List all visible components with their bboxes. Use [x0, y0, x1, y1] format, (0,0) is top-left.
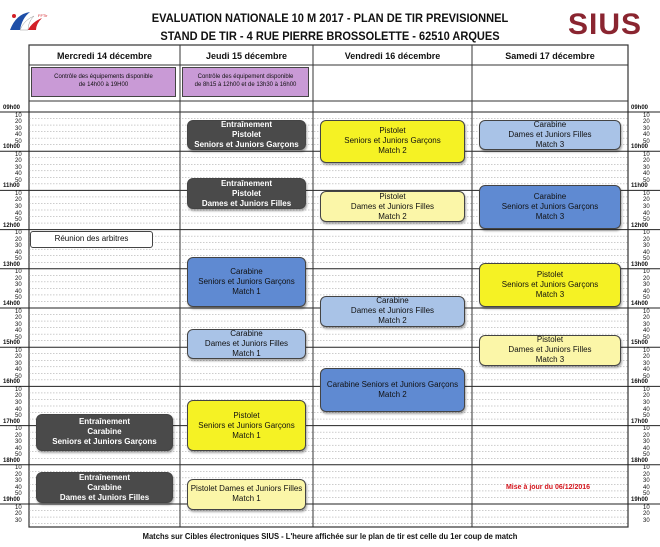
schedule-event[interactable] [320, 368, 465, 412]
hour-label: 15h00 [631, 340, 649, 347]
minute-label: 30 [15, 282, 22, 289]
hour-label: 18h00 [631, 457, 649, 464]
minute-label: 30 [15, 478, 22, 485]
event-line: Dames et Juniors Filles [508, 345, 592, 355]
event-line: Match 1 [232, 348, 261, 358]
hour-label: 16h00 [631, 379, 649, 386]
hour-label: 11h00 [631, 183, 648, 190]
schedule-event[interactable] [187, 329, 306, 360]
day-header: Jeudi 15 décembre [205, 51, 288, 61]
minute-label: 20 [15, 315, 22, 322]
minute-label: 30 [15, 164, 22, 171]
minute-label: 50 [15, 138, 22, 145]
minute-label: 50 [15, 295, 22, 302]
event-line: Carabine [87, 427, 122, 437]
event-line: Seniors et Juniors Garçons [198, 420, 295, 430]
minute-label: 50 [643, 295, 650, 302]
schedule-event[interactable] [320, 191, 465, 222]
event-line: Pistolet [536, 335, 564, 345]
event-line: Entraînement [78, 417, 131, 427]
minute-label: 30 [643, 360, 650, 367]
minute-label: 40 [643, 406, 650, 413]
hour-label: 14h00 [631, 301, 649, 307]
minute-label: 10 [643, 269, 650, 276]
minute-label: 10 [15, 190, 22, 197]
event-line: Dames et Juniors Filles [350, 201, 435, 211]
hour-label: 12h00 [3, 222, 21, 229]
event-line: Pistolet [536, 270, 564, 280]
minute-label: 20 [643, 119, 650, 126]
minute-label: 20 [15, 393, 22, 400]
event-line: Réunion des arbitres [54, 234, 129, 244]
minute-label: 30 [643, 125, 650, 132]
minute-label: 20 [643, 158, 650, 165]
event-line: Seniors et Juniors Garçons [344, 136, 441, 146]
event-line: Match 2 [378, 316, 407, 326]
minute-label: 40 [15, 445, 22, 452]
minute-label: 10 [643, 112, 650, 119]
minute-label: 50 [15, 452, 22, 459]
event-line: Pistolet [232, 188, 261, 198]
minute-label: 30 [643, 400, 650, 406]
event-line: Seniors et Juniors Garçons [198, 276, 295, 286]
hour-label: 12h00 [631, 222, 649, 229]
page-subtitle: STAND DE TIR - 4 RUE PIERRE BROSSOLETTE - 62510 ARQUES [160, 29, 500, 43]
minute-label: 20 [643, 354, 650, 361]
minute-label: 50 [15, 413, 22, 420]
event-line: Pistolet Dames et Juniors Filles [190, 484, 303, 494]
minute-label: 10 [15, 504, 22, 511]
minute-label: 10 [643, 190, 650, 197]
schedule-event[interactable] [479, 120, 621, 151]
minute-label: 20 [15, 197, 22, 204]
minute-label: 10 [643, 465, 650, 472]
minute-label: 10 [15, 426, 22, 433]
minute-label: 20 [643, 197, 650, 204]
schedule-event[interactable] [36, 472, 173, 503]
minute-label: 40 [643, 445, 650, 452]
minute-label: 30 [643, 204, 650, 210]
hour-label: 15h00 [3, 340, 21, 347]
sius-logo: SIUS [567, 8, 642, 41]
minute-label: 30 [643, 282, 650, 289]
hour-label: 13h00 [3, 261, 21, 268]
event-line: Carabine [533, 191, 567, 201]
minute-label: 40 [643, 367, 650, 374]
svg-text:FFTir: FFTir [38, 13, 48, 18]
minute-label: 10 [643, 386, 650, 393]
minute-label: 20 [643, 471, 650, 478]
equipment-check-note [31, 67, 176, 97]
minute-label: 50 [643, 334, 650, 341]
minute-label: 50 [15, 373, 22, 380]
minute-label: 20 [15, 119, 22, 126]
hour-label: 16h00 [3, 379, 21, 386]
event-line: Carabine [230, 328, 263, 338]
minute-label: 40 [15, 328, 22, 335]
event-line: Pistolet [233, 410, 260, 420]
event-line: Match 1 [232, 494, 261, 504]
equipment-check-note [182, 67, 309, 97]
minute-label: 20 [15, 432, 22, 439]
minute-label: 20 [643, 393, 650, 400]
event-line: Match 3 [535, 139, 565, 149]
event-line: Seniors et Juniors Garçons [501, 280, 599, 290]
schedule-event[interactable] [187, 479, 306, 510]
event-line: Seniors et Juniors Garçons [501, 201, 599, 211]
minute-label: 30 [15, 400, 22, 406]
event-line: Pistolet [379, 126, 406, 136]
schedule-event[interactable] [479, 185, 621, 229]
schedule-event[interactable] [187, 120, 306, 151]
hour-label: 09h00 [3, 105, 21, 111]
minute-label: 30 [643, 517, 650, 524]
minute-label: 40 [15, 288, 22, 295]
event-line: Dames et Juniors Filles [59, 492, 150, 502]
minute-label: 20 [15, 275, 22, 282]
event-line: Match 2 [378, 146, 407, 156]
day-header: Samedi 17 décembre [505, 51, 595, 61]
minute-label: 50 [15, 217, 22, 224]
minute-label: 30 [643, 321, 650, 328]
note-line: de 8h15 à 12h00 et de 13h30 à 16h00 [194, 82, 297, 88]
event-line: Seniors et Juniors Garçons [194, 139, 299, 149]
hour-label: 11h00 [3, 183, 20, 190]
event-line: Seniors et Juniors Garçons [52, 437, 157, 447]
event-line: Carabine [87, 482, 122, 492]
minute-label: 50 [15, 334, 22, 341]
minute-label: 40 [15, 367, 22, 374]
hour-label: 17h00 [3, 418, 21, 425]
minute-label: 10 [15, 465, 22, 472]
event-line: Match 3 [535, 355, 565, 365]
schedule-event[interactable] [320, 120, 465, 164]
minute-label: 50 [643, 256, 650, 263]
event-line: Dames et Juniors Filles [201, 198, 292, 208]
minute-label: 30 [15, 360, 22, 367]
hour-label: 19h00 [3, 497, 21, 503]
minute-label: 10 [15, 230, 22, 237]
hour-label: 19h00 [631, 497, 649, 503]
minute-label: 30 [15, 517, 22, 524]
minute-label: 10 [15, 112, 22, 119]
schedule-event[interactable] [30, 231, 153, 249]
minute-label: 20 [643, 275, 650, 282]
minute-label: 20 [15, 511, 22, 518]
minute-label: 50 [643, 452, 650, 459]
minute-label: 40 [15, 406, 22, 413]
note-line: Contrôle des équipement disponible [197, 74, 294, 80]
minute-label: 40 [643, 132, 650, 139]
event-line: Carabine Seniors et Juniors Garçons [326, 379, 459, 389]
day-header: Mercredi 14 décembre [56, 51, 153, 61]
minute-label: 40 [643, 484, 650, 491]
minute-label: 20 [15, 354, 22, 361]
event-line: Entraînement [220, 119, 273, 129]
hour-label: 09h00 [631, 105, 649, 111]
schedule-event[interactable] [479, 263, 621, 307]
minute-label: 10 [15, 308, 22, 315]
minute-label: 40 [15, 249, 22, 256]
minute-label: 50 [15, 177, 22, 184]
event-line: Dames et Juniors Filles [508, 129, 592, 139]
schedule-event[interactable] [187, 400, 306, 450]
minute-label: 30 [15, 204, 22, 210]
minute-label: 20 [643, 432, 650, 439]
hour-label: 18h00 [3, 457, 21, 464]
minute-label: 30 [643, 439, 650, 446]
minute-label: 40 [643, 328, 650, 335]
minute-label: 50 [643, 413, 650, 420]
hour-label: 10h00 [3, 144, 21, 151]
event-line: Dames et Juniors Filles [350, 306, 435, 316]
event-line: Pistolet [232, 129, 261, 139]
event-line: Match 1 [232, 430, 261, 440]
event-line: Match 3 [535, 290, 565, 300]
event-line: Carabine [533, 119, 567, 129]
minute-label: 30 [15, 321, 22, 328]
minute-label: 30 [15, 243, 22, 250]
schedule-event[interactable] [479, 335, 621, 366]
minute-label: 40 [15, 484, 22, 491]
minute-label: 30 [15, 439, 22, 446]
day-header: Vendredi 16 décembre [344, 51, 441, 61]
minute-label: 20 [15, 236, 22, 243]
minute-label: 50 [15, 256, 22, 263]
hour-label: 17h00 [631, 418, 649, 425]
update-note: Mise à jour du 06/12/2016 [505, 484, 591, 491]
minute-label: 40 [643, 171, 650, 178]
minute-label: 50 [643, 373, 650, 380]
minute-label: 10 [643, 347, 650, 354]
event-line: Entraînement [220, 178, 273, 188]
event-line: Carabine [230, 266, 263, 276]
minute-label: 20 [643, 315, 650, 322]
minute-label: 50 [643, 138, 650, 145]
minute-label: 40 [15, 171, 22, 178]
schedule-event[interactable] [320, 296, 465, 327]
minute-label: 10 [643, 504, 650, 511]
event-line: Carabine [376, 296, 409, 306]
minute-label: 30 [643, 243, 650, 250]
minute-label: 10 [15, 151, 22, 158]
minute-label: 50 [643, 177, 650, 184]
minute-label: 20 [15, 158, 22, 165]
note-line: de 14h00 à 19H00 [78, 82, 129, 88]
hour-label: 13h00 [631, 261, 649, 268]
minute-label: 20 [643, 236, 650, 243]
hour-label: 14h00 [3, 301, 21, 307]
event-line: Match 1 [232, 286, 261, 296]
minute-label: 30 [643, 164, 650, 171]
minute-label: 40 [643, 249, 650, 256]
minute-label: 10 [643, 151, 650, 158]
minute-label: 40 [643, 288, 650, 295]
minute-label: 10 [643, 230, 650, 237]
minute-label: 20 [15, 471, 22, 478]
minute-label: 40 [15, 132, 22, 139]
event-line: Match 2 [378, 211, 407, 221]
schedule-event[interactable] [187, 257, 306, 307]
page-title: EVALUATION NATIONALE 10 M 2017 - PLAN DE TIR PREVISIONNEL [151, 11, 509, 25]
minute-label: 30 [15, 125, 22, 132]
event-line: Entraînement [78, 472, 131, 482]
minute-label: 10 [15, 269, 22, 276]
minute-label: 50 [15, 491, 22, 498]
minute-label: 50 [643, 217, 650, 224]
minute-label: 10 [643, 426, 650, 433]
minute-label: 10 [15, 386, 22, 393]
minute-label: 40 [643, 210, 650, 217]
schedule-event[interactable] [187, 178, 306, 209]
minute-label: 30 [643, 478, 650, 485]
minute-label: 10 [643, 308, 650, 315]
event-line: Match 2 [378, 389, 407, 399]
minute-label: 40 [15, 210, 22, 217]
schedule-event[interactable] [36, 414, 173, 451]
minute-label: 10 [15, 347, 22, 354]
note-line: Contrôle des équipements disponible [54, 74, 153, 80]
event-line: Match 3 [535, 211, 565, 221]
event-line: Dames et Juniors Filles [204, 338, 289, 348]
hour-label: 10h00 [631, 144, 649, 151]
minute-label: 20 [643, 511, 650, 518]
footer-note: Matchs sur Cibles électroniques SIUS - L'heure affichée sur le plan de tir est celle du 1er coup de match [142, 532, 518, 541]
minute-label: 50 [643, 491, 650, 498]
event-line: Pistolet [379, 191, 406, 201]
